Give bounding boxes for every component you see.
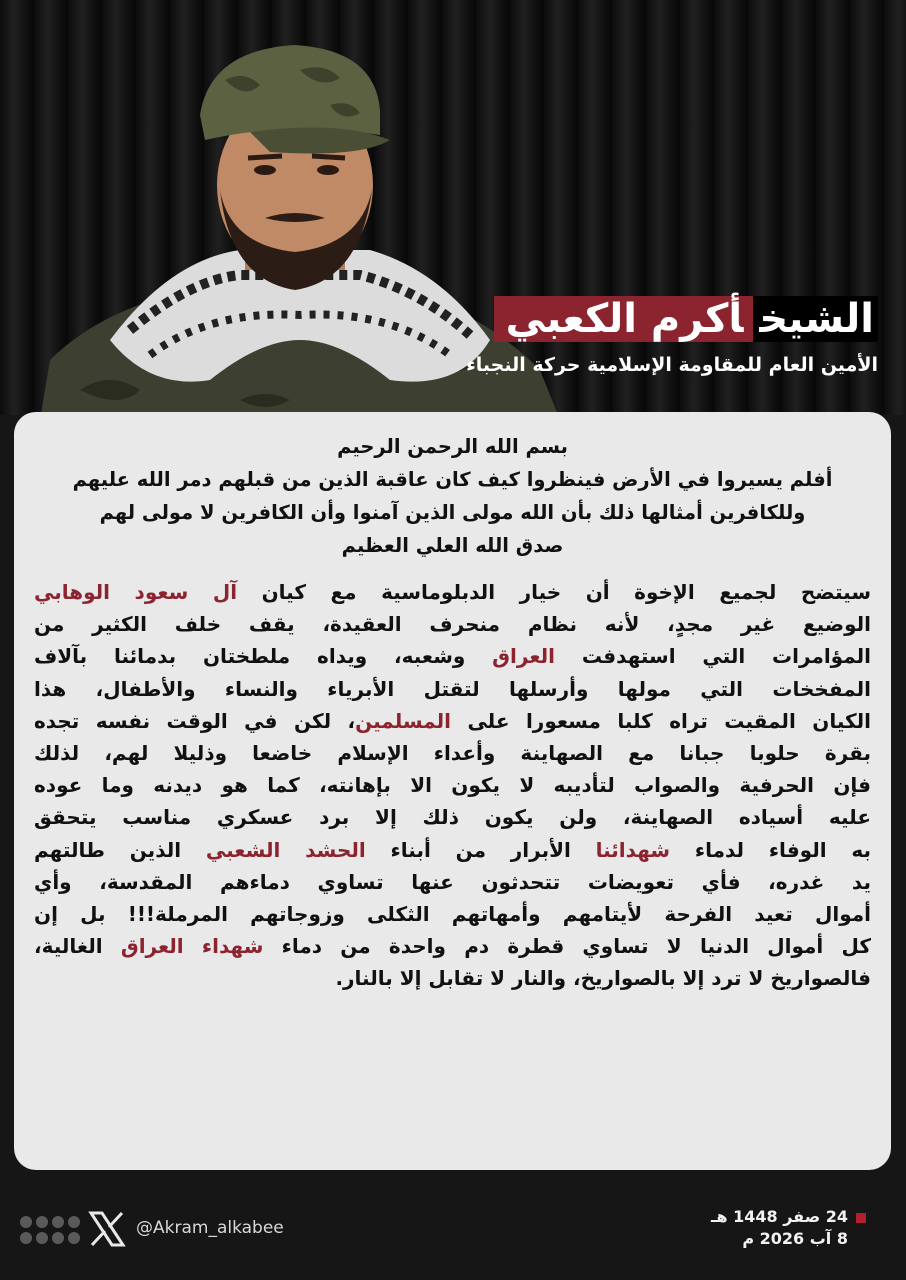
statement-line: أموال تعيد الفرحة لأيتامهم وأمهاتهم الثكلى وزوجاتهم المرملة!!! بل إن [34,902,871,927]
statement-line [34,705,871,737]
x-logo-icon[interactable] [88,1210,126,1248]
statement-line: يد غدره، فأي تعويضات تتحدثون عنها تساوي دماءهم المقدسة، وأي [34,869,871,894]
speaker-subtitle: الأمين العام للمقاومة الإسلامية حركة النجباء [466,354,878,376]
quran-verse [14,412,891,562]
statement-line [34,576,871,608]
statement-line: الوضيع غير مجدٍ، لأنه نظام منحرف العقيدة، يقف خلف الكثير من [34,612,871,637]
hijri-date: 24 صفر 1448 هـ [710,1207,848,1226]
social-handle[interactable]: @Akram_alkabee [136,1218,284,1238]
text-segment: وشعبه، ويداه ملطختان بدمائنا بآلاف [34,644,493,669]
name-highlight: أكرم الكعبي [494,296,754,342]
text-segment: كل أموال الدنيا لا تساوي قطرة دم واحدة من دماء [263,934,871,959]
text-segment: سيتضح لجميع الإخوة أن خيار الدبلوماسية مع كيان [237,580,871,604]
text-segment: الكيان المقيت تراه كلبا مسعورا على [451,708,871,733]
text-segment: الغالية، [34,934,121,959]
highlight-text: شهداء العراق [120,934,264,959]
text-segment: به الوفاء لدماء [670,837,871,862]
highlight-text: الحشد الشعبي [205,837,366,862]
gregorian-date: 8 آب 2026 م [742,1229,848,1248]
statement-line: فإن الحرفية والصواب لتأديبه لا يكون الا بإهانته، كما هو ديدنه وما عوده [34,773,871,798]
hijri-date-row [711,1206,866,1228]
statement-line [34,930,871,962]
text-segment: ، لكن في الوقت نفسه تجده [34,708,356,733]
statement-line: المفخخات التي مولها وأرسلها لتقتل الأبرياء والنساء والأطفال، هذا [34,676,871,701]
gregorian-date-row [711,1228,866,1250]
statement-card [14,412,891,1170]
text-segment: المؤامرات التي استهدفت [555,644,871,669]
bullet-icon [856,1213,866,1223]
highlight-text: المسلمين [355,708,451,733]
speaker-name [408,292,878,346]
name-title: الشيخ [753,296,878,342]
verse-line: وللكافرين أمثالها ذلك بأن الله مولى الذين آمنوا وأن الكافرين لا مولى لهم [99,501,806,524]
statement-line: فالصواريخ لا ترد إلا بالصواريخ، والنار لا تقابل إلا بالنار. [335,966,871,991]
footer [0,1190,906,1280]
verse-line: أفلم يسيروا في الأرض فينظروا كيف كان عاقبة الذين من قبلهم دمر الله عليهم [72,468,833,491]
statement-line: بقرة حلوبا جبانا مع الصهاينة وأعداء الإسلام خاضعا وذليلا لهم، لذلك [34,741,871,766]
publish-dates [711,1206,866,1250]
statement-line [34,640,871,672]
highlight-text: شهدائنا [595,837,671,862]
text-segment: الأبرار من أبناء [365,837,596,862]
statement-body [14,562,891,995]
highlight-text: العراق [492,644,556,669]
text-segment: الذين طالتهم [34,837,206,862]
statement-line [34,834,871,866]
title-block [408,292,878,376]
verse-line: بسم الله الرحمن الرحيم [337,435,568,458]
statement-line: عليه أسياده الصهاينة، ولن يكون ذلك إلا برد عسكري مناسب يتحقق [34,805,871,830]
dots-grid-icon [20,1216,80,1248]
verse-line: صدق الله العلي العظيم [341,534,564,557]
header-banner [0,0,906,415]
highlight-text: آل سعود الوهابي [34,580,238,604]
